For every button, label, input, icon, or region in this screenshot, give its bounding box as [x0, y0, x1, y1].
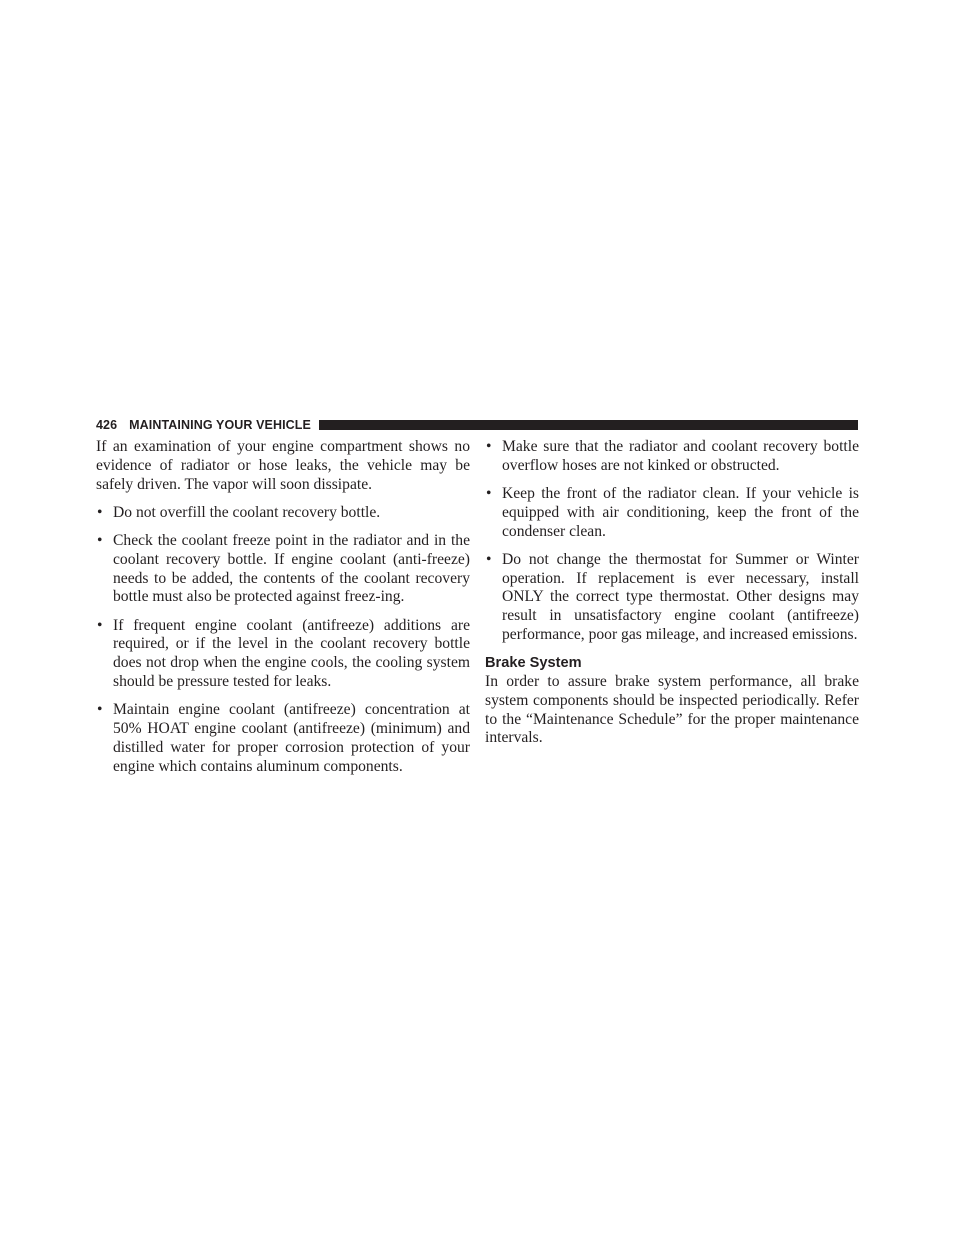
- left-bullet-list: [96, 504, 470, 777]
- list-item: [485, 551, 859, 645]
- page-header: [96, 416, 858, 434]
- list-item-text: Do not change the thermostat for Summer or Winter operation. If replacement is ever necessary, install ONLY the correct type thermostat. Other designs may result in unsatisfactory engine coolant (antifreeze) performance, poor gas mileage, and increased emissions.: [502, 550, 859, 643]
- list-item: [485, 438, 859, 476]
- list-item-text: Keep the front of the radiator clean. If your vehicle is equipped with air conditioning, keep the front of the condenser clean.: [502, 484, 859, 540]
- bullet-icon: •: [486, 550, 492, 568]
- list-item: [96, 532, 470, 607]
- left-column: [96, 438, 470, 786]
- list-item: [485, 485, 859, 541]
- right-column: [485, 438, 859, 748]
- bullet-icon: •: [97, 503, 103, 521]
- list-item: [96, 617, 470, 692]
- bullet-icon: •: [486, 438, 492, 455]
- list-item: [96, 701, 470, 776]
- list-item: [96, 504, 470, 523]
- section-title: MAINTAINING YOUR VEHICLE: [129, 418, 311, 432]
- intro-paragraph: If an examination of your engine compartment shows no evidence of radiator or hose leaks, the vehicle may be safely driven. The vapor will soon dissipate.: [96, 438, 470, 493]
- list-item-text: If frequent engine coolant (antifreeze) additions are required, or if the level in the coolant recovery bottle does not drop when the engine cools, the cooling system should be pressure tested for leaks.: [113, 616, 470, 690]
- brake-system-paragraph: In order to assure brake system performance, all brake system components should be inspected periodically. Refer to the “Maintenance Schedule” for the proper maintenance intervals.: [485, 672, 859, 747]
- bullet-icon: •: [97, 701, 103, 719]
- header-rule: [319, 420, 858, 430]
- bullet-icon: •: [486, 484, 492, 502]
- bullet-icon: •: [97, 531, 103, 549]
- list-item-text: Maintain engine coolant (antifreeze) concentration at 50% HOAT engine coolant (antifreeze) (minimum) and distilled water for proper corrosion protection of your engine which contains aluminum components.: [113, 701, 470, 775]
- page-number: 426: [96, 418, 118, 432]
- list-item-text: Make sure that the radiator and coolant recovery bottle overflow hoses are not kinked or obstructed.: [502, 438, 859, 474]
- bullet-icon: •: [97, 616, 103, 634]
- right-bullet-list: [485, 438, 859, 645]
- list-item-text: Do not overfill the coolant recovery bottle.: [113, 503, 381, 521]
- brake-system-heading: Brake System: [485, 655, 582, 672]
- list-item-text: Check the coolant freeze point in the radiator and in the coolant recovery bottle. If engine coolant (anti-freeze) needs to be added, the contents of the coolant recovery bottle must also be protected against freez-ing.: [113, 531, 470, 606]
